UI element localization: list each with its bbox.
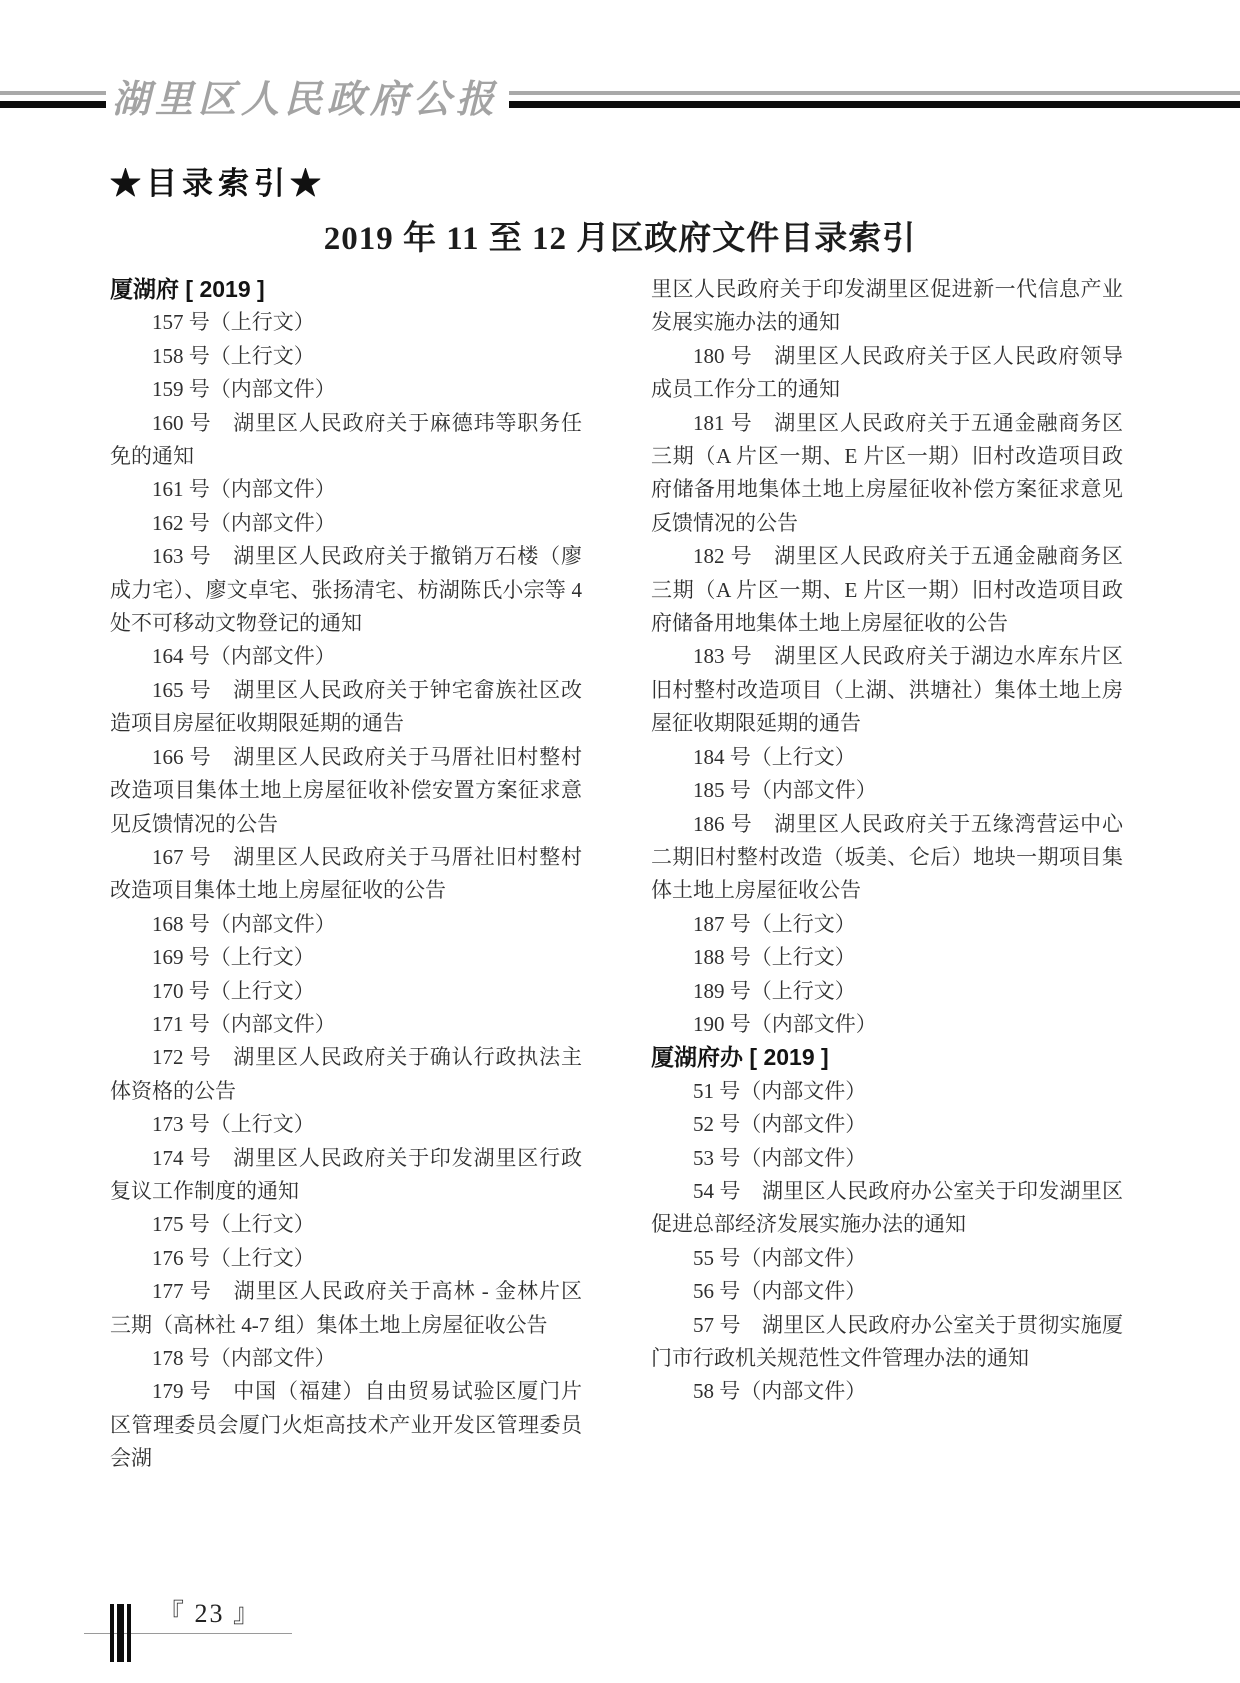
toc-entry: 51 号（内部文件） [693, 1078, 867, 1103]
toc-columns [110, 273, 1123, 1476]
toc-entry: 58 号（内部文件） [693, 1379, 867, 1404]
toc-entry: 157 号（上行文） [152, 310, 315, 335]
header-rule-right [509, 91, 1240, 108]
toc-entry: 52 号（内部文件） [693, 1112, 867, 1137]
toc-entry: 174 号 湖里区人民政府关于印发湖里区行政复议工作制度的通知 [110, 1145, 582, 1203]
toc-column-left [110, 273, 582, 1476]
page-title: 2019 年 11 至 12 月区政府文件目录索引 [323, 221, 917, 257]
toc-entry: 190 号（内部文件） [693, 1011, 877, 1036]
toc-entry: 181 号 湖里区人民政府关于五通金融商务区三期（A 片区一期、E 片区一期）旧村改造项目政府储备用地集体土地上房屋征收补偿方案征求意见反馈情况的公告 [651, 410, 1123, 535]
toc-entry: 169 号（上行文） [152, 945, 315, 970]
toc-entry: 56 号（内部文件） [693, 1279, 867, 1304]
toc-entry: 170 号（上行文） [152, 978, 315, 1003]
toc-entry: 189 号（上行文） [693, 978, 856, 1003]
toc-entry: 173 号（上行文） [152, 1112, 315, 1137]
header-rule-left [0, 91, 106, 108]
toc-entry: 187 号（上行文） [693, 911, 856, 936]
toc-entry: 164 号（内部文件） [152, 644, 336, 669]
toc-entry: 161 号（内部文件） [152, 477, 336, 502]
toc-entry-continuation: 里区人民政府关于印发湖里区促进新一代信息产业发展实施办法的通知 [651, 277, 1123, 335]
toc-entry: 57 号 湖里区人民政府办公室关于贯彻实施厦门市行政机关规范性文件管理办法的通知 [651, 1312, 1123, 1370]
toc-entry: 166 号 湖里区人民政府关于马厝社旧村整村改造项目集体土地上房屋征收补偿安置方案征求意见反馈情况的公告 [110, 744, 582, 836]
toc-entry: 163 号 湖里区人民政府关于撤销万石楼（廖成力宅）、廖文卓宅、张扬清宅、枋湖陈氏小宗等 4 处不可移动文物登记的通知 [110, 544, 582, 636]
toc-section-heading: 厦湖府 [ 2019 ] [110, 276, 265, 302]
toc-entry: 179 号 中国（福建）自由贸易试验区厦门片区管理委员会厦门火炬高技术产业开发区管理委员会湖 [110, 1379, 582, 1471]
toc-section-heading: 厦湖府办 [ 2019 ] [651, 1044, 829, 1071]
page-footer [0, 1585, 420, 1675]
toc-column-right [651, 273, 1123, 1476]
toc-entry: 53 号（内部文件） [693, 1145, 867, 1170]
toc-entry: 184 号（上行文） [693, 744, 856, 769]
masthead [0, 72, 1240, 127]
toc-entry: 55 号（内部文件） [693, 1245, 867, 1270]
toc-entry: 168 号（内部文件） [152, 911, 336, 936]
toc-entry: 175 号（上行文） [152, 1212, 315, 1237]
toc-entry: 172 号 湖里区人民政府关于确认行政执法主体资格的公告 [110, 1045, 582, 1103]
toc-entry: 177 号 湖里区人民政府关于高林 - 金林片区三期（高林社 4-7 组）集体土地上房屋征收公告 [110, 1279, 582, 1337]
toc-entry: 158 号（上行文） [152, 343, 315, 368]
toc-entry: 167 号 湖里区人民政府关于马厝社旧村整村改造项目集体土地上房屋征收的公告 [110, 844, 582, 903]
toc-entry: 171 号（内部文件） [152, 1011, 336, 1036]
toc-entry: 186 号 湖里区人民政府关于五缘湾营运中心二期旧村整村改造（坂美、仑后）地块一期项目集体土地上房屋征收公告 [651, 811, 1123, 903]
toc-entry: 162 号（内部文件） [152, 510, 336, 535]
gazette-masthead-title: 湖里区人民政府公报 [112, 79, 500, 121]
toc-entry: 180 号 湖里区人民政府关于区人民政府领导成员工作分工的通知 [651, 343, 1123, 402]
toc-entry: 165 号 湖里区人民政府关于钟宅畲族社区改造项目房屋征收期限延期的通告 [110, 677, 582, 736]
page-number: 『 23 』 [158, 1599, 262, 1628]
toc-entry: 176 号（上行文） [152, 1245, 315, 1270]
toc-entry: 54 号 湖里区人民政府办公室关于印发湖里区促进总部经济发展实施办法的通知 [651, 1178, 1123, 1237]
footer-bars-icon [110, 1604, 131, 1662]
toc-entry: 159 号（内部文件） [152, 377, 336, 402]
toc-entry: 185 号（内部文件） [693, 778, 877, 803]
section-marker: ★目录索引★ [110, 166, 326, 201]
toc-entry: 183 号 湖里区人民政府关于湖边水库东片区旧村整村改造项目（上湖、洪塘社）集体土地上房屋征收期限延期的通告 [651, 644, 1123, 736]
toc-entry: 188 号（上行文） [693, 945, 856, 970]
toc-entry: 160 号 湖里区人民政府关于麻德玮等职务任免的通知 [110, 410, 582, 469]
toc-entry: 178 号（内部文件） [152, 1346, 336, 1370]
toc-entry: 182 号 湖里区人民政府关于五通金融商务区三期（A 片区一期、E 片区一期）旧村改造项目政府储备用地集体土地上房屋征收的公告 [651, 544, 1123, 636]
